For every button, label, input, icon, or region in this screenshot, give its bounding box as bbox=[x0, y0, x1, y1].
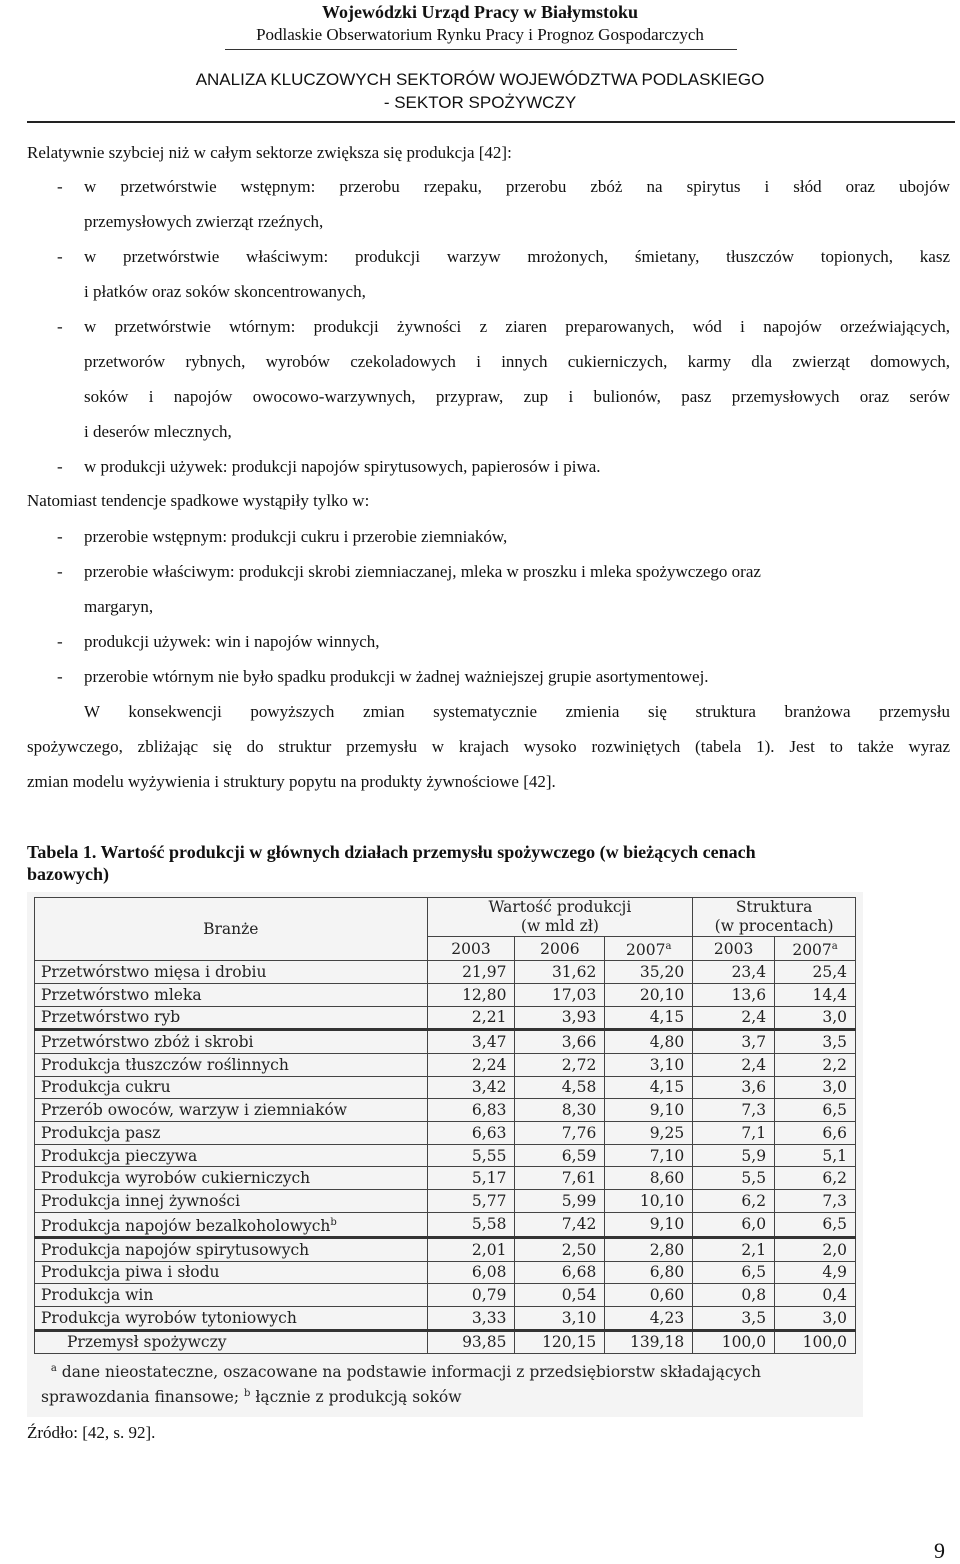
branch-name: Produkcja cukru bbox=[35, 1076, 428, 1099]
institution-name: Wojewódzki Urząd Pracy w Białymstoku bbox=[322, 2, 638, 22]
value-cell: 4,15 bbox=[605, 1006, 693, 1030]
value-cell: 6,80 bbox=[605, 1261, 693, 1284]
value-cell: 31,62 bbox=[515, 961, 605, 984]
year-header: 2003 bbox=[693, 937, 775, 961]
footnote-a-marker: a bbox=[831, 941, 838, 952]
table-caption bbox=[27, 841, 927, 885]
value-cell: 3,0 bbox=[775, 1076, 856, 1099]
value-cell: 3,47 bbox=[427, 1030, 515, 1054]
sector-title: - SEKTOR SPOŻYWCZY bbox=[383, 93, 577, 112]
value-cell: 100,0 bbox=[775, 1330, 856, 1354]
value-cell: 20,10 bbox=[605, 983, 693, 1006]
value-cell: 8,60 bbox=[605, 1167, 693, 1190]
value-cell: 0,8 bbox=[693, 1284, 775, 1307]
value-cell: 9,10 bbox=[605, 1212, 693, 1237]
bullet-dash: - bbox=[57, 667, 63, 686]
header-branze: Branże bbox=[35, 898, 428, 961]
value-cell: 139,18 bbox=[605, 1330, 693, 1354]
table-row bbox=[35, 1099, 856, 1122]
value-cell: 3,10 bbox=[605, 1053, 693, 1076]
value-cell: 2,24 bbox=[427, 1053, 515, 1076]
value-cell: 3,0 bbox=[775, 1006, 856, 1030]
value-cell: 14,4 bbox=[775, 983, 856, 1006]
value-cell: 13,6 bbox=[693, 983, 775, 1006]
branch-name: Przemysł spożywczy bbox=[35, 1330, 428, 1354]
table-row bbox=[35, 1261, 856, 1284]
table-caption-line-2: bazowych) bbox=[27, 864, 109, 884]
branch-name: Produkcja innej żywności bbox=[35, 1190, 428, 1213]
table-row bbox=[35, 1190, 856, 1213]
value-cell: 0,79 bbox=[427, 1284, 515, 1307]
table-row bbox=[35, 1167, 856, 1190]
value-cell: 2,80 bbox=[605, 1237, 693, 1261]
value-cell: 3,7 bbox=[693, 1030, 775, 1054]
footnote-b: sprawozdania finansowe; $^b$ łącznie z produkcją soków bbox=[41, 1388, 462, 1407]
growth-item-1-line-1: w przetwórstwie wstępnym: przerobu rzepaku, przerobu zbóż na spirytus i słód oraz ubojów bbox=[84, 177, 950, 196]
decline-item-2-line-2: margaryn, bbox=[84, 597, 154, 616]
bullet-dash: - bbox=[57, 177, 63, 196]
bullet-dash: - bbox=[57, 457, 63, 476]
footnote-a: $^a$ dane nieostateczne, oszacowane na podstawie informacji z przedsiębiorstw składających bbox=[50, 1363, 761, 1382]
value-cell: 5,55 bbox=[427, 1144, 515, 1167]
value-cell: 4,80 bbox=[605, 1030, 693, 1054]
intro-paragraph: Relatywnie szybciej niż w całym sektorze zwiększa się produkcja [42]: bbox=[27, 143, 512, 162]
table-row bbox=[35, 1053, 856, 1076]
value-cell: 2,21 bbox=[427, 1006, 515, 1030]
table-row bbox=[35, 1330, 856, 1354]
table-row bbox=[35, 1006, 856, 1030]
value-cell: 5,17 bbox=[427, 1167, 515, 1190]
value-cell: 2,0 bbox=[775, 1237, 856, 1261]
value-cell: 7,61 bbox=[515, 1167, 605, 1190]
header-structure-line-2: (w procentach) bbox=[714, 917, 834, 935]
value-cell: 12,80 bbox=[427, 983, 515, 1006]
value-cell: 6,68 bbox=[515, 1261, 605, 1284]
value-cell: 2,72 bbox=[515, 1053, 605, 1076]
value-cell: 6,08 bbox=[427, 1261, 515, 1284]
value-cell: 6,5 bbox=[775, 1099, 856, 1122]
table-row bbox=[35, 1306, 856, 1330]
value-cell: 5,99 bbox=[515, 1190, 605, 1213]
table-row bbox=[35, 1030, 856, 1054]
value-cell: 0,4 bbox=[775, 1284, 856, 1307]
value-cell: 93,85 bbox=[427, 1330, 515, 1354]
production-table bbox=[34, 897, 856, 1354]
decline-item-4: przerobie wtórnym nie było spadku produkcji w żadnej ważniejszej grupie asortymentowej. bbox=[84, 667, 709, 686]
header-structure-line-1: Struktura bbox=[735, 898, 813, 916]
year-header: 2007$^a$ bbox=[605, 937, 693, 961]
table-row bbox=[35, 1237, 856, 1261]
value-cell: 6,5 bbox=[693, 1261, 775, 1284]
value-cell: 120,15 bbox=[515, 1330, 605, 1354]
table-row bbox=[35, 1121, 856, 1144]
observatory-name: Podlaskie Obserwatorium Rynku Pracy i Prognoz Gospodarczych bbox=[256, 25, 704, 44]
branch-name: Przetwórstwo zbóż i skrobi bbox=[35, 1030, 428, 1054]
value-cell: 5,5 bbox=[693, 1167, 775, 1190]
value-cell: 0,54 bbox=[515, 1284, 605, 1307]
branch-name: Produkcja tłuszczów roślinnych bbox=[35, 1053, 428, 1076]
value-cell: 3,10 bbox=[515, 1306, 605, 1330]
value-cell: 10,10 bbox=[605, 1190, 693, 1213]
value-cell: 4,9 bbox=[775, 1261, 856, 1284]
branch-name: Przetwórstwo mięsa i drobiu bbox=[35, 961, 428, 984]
conclusion-line-2: spożywczego, zbliżając się do struktur przemysłu w krajach wysoko rozwiniętych (tabela 1). Jest to także wyraz bbox=[27, 737, 950, 756]
growth-item-4-line-1: w produkcji używek: produkcji napojów spirytusowych, papierosów i piwa. bbox=[84, 457, 601, 476]
value-cell: 8,30 bbox=[515, 1099, 605, 1122]
value-cell: 3,93 bbox=[515, 1006, 605, 1030]
value-cell: 5,1 bbox=[775, 1144, 856, 1167]
growth-item-3-line-3: soków i napojów owocowo-warzywnych, przypraw, zup i bulionów, pasz przemysłowych oraz serów bbox=[84, 387, 950, 406]
value-cell: 7,1 bbox=[693, 1121, 775, 1144]
table-image bbox=[27, 892, 863, 1417]
analysis-title: ANALIZA KLUCZOWYCH SEKTORÓW WOJEWÓDZTWA PODLASKIEGO bbox=[195, 70, 765, 89]
decline-item-2-line-1: przerobie właściwym: produkcji skrobi ziemniaczanej, mleka w proszku i mleka spożywczego oraz bbox=[84, 562, 761, 581]
header-bottom-rule bbox=[27, 121, 955, 123]
value-cell: 4,15 bbox=[605, 1076, 693, 1099]
decline-item-1: przerobie wstępnym: produkcji cukru i przerobie ziemniaków, bbox=[84, 527, 508, 546]
footnote-a-marker: a bbox=[665, 941, 672, 952]
value-cell: 6,2 bbox=[775, 1167, 856, 1190]
value-cell: 2,4 bbox=[693, 1053, 775, 1076]
value-cell: 9,25 bbox=[605, 1121, 693, 1144]
value-cell: 4,58 bbox=[515, 1076, 605, 1099]
value-cell: 9,10 bbox=[605, 1099, 693, 1122]
growth-item-3-line-1: w przetwórstwie wtórnym: produkcji żywności z ziaren preparowanych, wód i napojów orzeźwiających, bbox=[84, 317, 950, 336]
value-cell: 7,3 bbox=[775, 1190, 856, 1213]
table-row bbox=[35, 1212, 856, 1237]
value-cell: 100,0 bbox=[693, 1330, 775, 1354]
bullet-dash: - bbox=[57, 317, 63, 336]
decline-intro: Natomiast tendencje spadkowe wystąpiły tylko w: bbox=[27, 491, 370, 510]
value-cell: 7,10 bbox=[605, 1144, 693, 1167]
value-cell: 5,9 bbox=[693, 1144, 775, 1167]
year-header: 2006 bbox=[515, 937, 605, 961]
bullet-dash: - bbox=[57, 562, 63, 581]
table-row bbox=[35, 1076, 856, 1099]
value-cell: 3,42 bbox=[427, 1076, 515, 1099]
value-cell: 6,83 bbox=[427, 1099, 515, 1122]
value-cell: 6,6 bbox=[775, 1121, 856, 1144]
value-cell: 3,5 bbox=[693, 1306, 775, 1330]
value-cell: 23,4 bbox=[693, 961, 775, 984]
table-row bbox=[35, 1144, 856, 1167]
value-cell: 2,50 bbox=[515, 1237, 605, 1261]
branch-name: Produkcja piwa i słodu bbox=[35, 1261, 428, 1284]
branch-name: Produkcja wyrobów cukierniczych bbox=[35, 1167, 428, 1190]
header-structure bbox=[693, 898, 856, 937]
branch-name: Przerób owoców, warzyw i ziemniaków bbox=[35, 1099, 428, 1122]
table-row bbox=[35, 961, 856, 984]
value-cell: 7,76 bbox=[515, 1121, 605, 1144]
branch-name: Produkcja napojów spirytusowych bbox=[35, 1237, 428, 1261]
value-cell: 17,03 bbox=[515, 983, 605, 1006]
growth-item-2-line-2: i płatków oraz soków skoncentrowanych, bbox=[84, 282, 366, 301]
value-cell: 3,66 bbox=[515, 1030, 605, 1054]
growth-item-2-line-1: w przetwórstwie właściwym: produkcji warzyw mrożonych, śmietany, tłuszczów topionych, kasz bbox=[84, 247, 950, 266]
value-cell: 2,4 bbox=[693, 1006, 775, 1030]
bullet-dash: - bbox=[57, 247, 63, 266]
growth-item-3-line-4: i deserów mlecznych, bbox=[84, 422, 232, 441]
value-cell: 7,3 bbox=[693, 1099, 775, 1122]
value-cell: 21,97 bbox=[427, 961, 515, 984]
source-note: Źródło: [42, s. 92]. bbox=[27, 1423, 156, 1442]
value-cell: 6,2 bbox=[693, 1190, 775, 1213]
bullet-dash: - bbox=[57, 527, 63, 546]
value-cell: 3,33 bbox=[427, 1306, 515, 1330]
value-cell: 2,1 bbox=[693, 1237, 775, 1261]
conclusion-line-1: W konsekwencji powyższych zmian systematycznie zmienia się struktura branżowa przemysłu bbox=[84, 702, 950, 721]
value-cell: 35,20 bbox=[605, 961, 693, 984]
page-number: 9 bbox=[934, 1538, 945, 1563]
header-value-line-2: (w mld zł) bbox=[520, 917, 599, 935]
value-cell: 6,5 bbox=[775, 1212, 856, 1237]
value-cell: 3,0 bbox=[775, 1306, 856, 1330]
branch-name: Produkcja napojów bezalkoholowych$^b$ bbox=[35, 1212, 428, 1237]
table-row bbox=[35, 983, 856, 1006]
bullet-dash: - bbox=[57, 632, 63, 651]
year-header: 2003 bbox=[427, 937, 515, 961]
value-cell: 5,77 bbox=[427, 1190, 515, 1213]
value-cell: 4,23 bbox=[605, 1306, 693, 1330]
growth-item-1-line-2: przemysłowych zwierząt rzeźnych, bbox=[84, 212, 324, 231]
value-cell: 3,5 bbox=[775, 1030, 856, 1054]
conclusion-line-3: zmian modelu wyżywienia i struktury popytu na produkty żywnościowe [42]. bbox=[27, 772, 556, 791]
value-cell: 5,58 bbox=[427, 1212, 515, 1237]
branch-name: Produkcja wyrobów tytoniowych bbox=[35, 1306, 428, 1330]
branch-name: Produkcja win bbox=[35, 1284, 428, 1307]
value-cell: 6,63 bbox=[427, 1121, 515, 1144]
year-header: 2007$^a$ bbox=[775, 937, 856, 961]
branch-name: Produkcja pieczywa bbox=[35, 1144, 428, 1167]
value-cell: 25,4 bbox=[775, 961, 856, 984]
value-cell: 2,01 bbox=[427, 1237, 515, 1261]
value-cell: 6,59 bbox=[515, 1144, 605, 1167]
value-cell: 2,2 bbox=[775, 1053, 856, 1076]
branch-name: Przetwórstwo ryb bbox=[35, 1006, 428, 1030]
decline-item-3: produkcji używek: win i napojów winnych, bbox=[84, 632, 380, 651]
growth-item-3-line-2: przetworów rybnych, wyrobów czekoladowych i innych cukierniczych, karmy dla zwierząt domowych, bbox=[84, 352, 950, 371]
branch-name: Przetwórstwo mleka bbox=[35, 983, 428, 1006]
table-caption-line-1: Tabela 1. Wartość produkcji w głównych działach przemysłu spożywczego (w bieżących cenach bbox=[27, 842, 756, 862]
value-cell: 0,60 bbox=[605, 1284, 693, 1307]
header-divider bbox=[225, 49, 737, 50]
header-value bbox=[427, 898, 693, 937]
branch-name: Produkcja pasz bbox=[35, 1121, 428, 1144]
table-row bbox=[35, 1284, 856, 1307]
header-value-line-1: Wartość produkcji bbox=[488, 898, 632, 916]
value-cell: 7,42 bbox=[515, 1212, 605, 1237]
table-footnotes bbox=[41, 1358, 861, 1408]
value-cell: 6,0 bbox=[693, 1212, 775, 1237]
value-cell: 3,6 bbox=[693, 1076, 775, 1099]
